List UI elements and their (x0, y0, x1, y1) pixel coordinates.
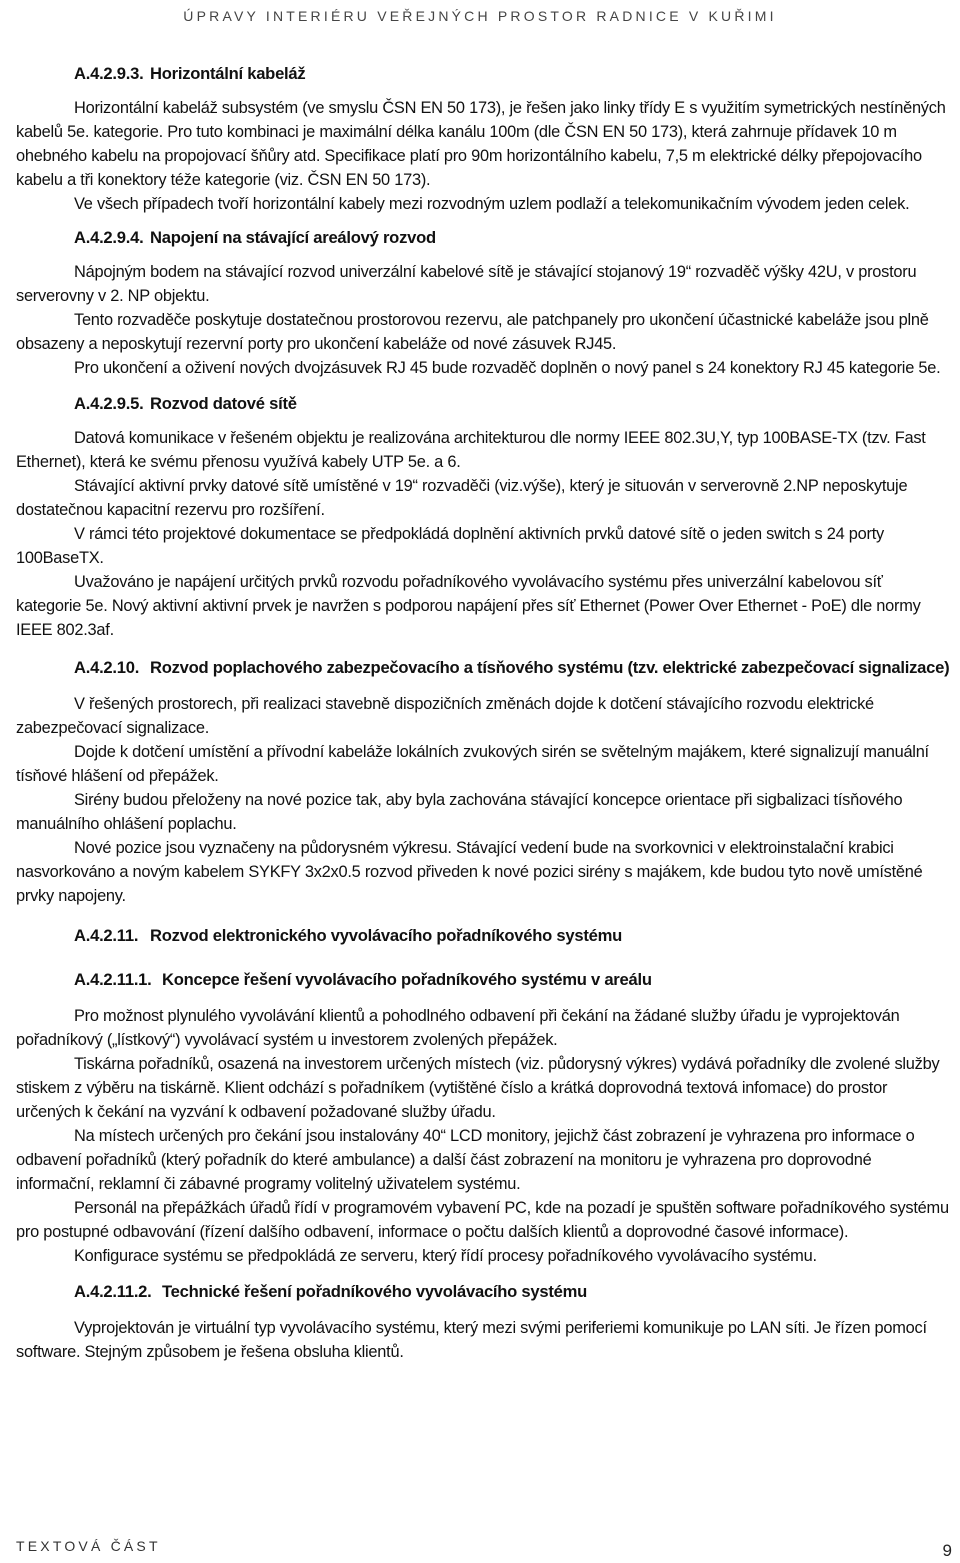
section-heading (16, 968, 950, 992)
section-title: Horizontální kabeláž (150, 64, 306, 83)
section-title: Rozvod elektronického vyvolávacího pořadníkového systému (150, 926, 622, 945)
section-title: Koncepce řešení vyvolávacího pořadníkového systému v areálu (162, 970, 652, 989)
paragraph: Personál na přepážkách úřadů řídí v programovém vybavení PC, kde na pozadí je spuštěn software pořadníkového systému pro postupné odbavování (řízení dalšího odbavení, informace o počtu dalších klientů a doprovodné časové informace). (16, 1199, 949, 1241)
footer-label: TEXTOVÁ ČÁST (16, 1538, 161, 1554)
paragraph: Sirény budou přeloženy na nové pozice tak, aby byla zachována stávající koncepce orientace při sigbalizaci tísňového manuálního ohlášení poplachu. (16, 791, 903, 833)
section-number: A.4.2.9.5. (74, 394, 144, 413)
section-number: A.4.2.11.1. (74, 970, 152, 989)
paragraph: Nové pozice jsou vyznačeny na půdorysném výkresu. Stávající vedení bude na svorkovnici v elektroinstalační krabici nasvorkováno a novým kabelem SYKFY 3x2x0.5 rozvod přiveden k nové pozici sirény s majákem, kde budou tyto nově umístěné prvky napojeny. (16, 839, 923, 905)
paragraph: Dojde k dotčení umístění a přívodní kabeláže lokálních zvukových sirén se světelným majákem, které signalizují manuální tísňové hlášení od přepážek. (16, 743, 929, 785)
document-body (16, 62, 950, 1364)
section-title: Technické řešení pořadníkového vyvolávacího systému (162, 1282, 588, 1301)
paragraph: Uvažováno je napájení určitých prvků rozvodu pořadníkového vyvolávacího systému přes univerzální kabelovou síť kategorie 5e. Nový aktivní aktivní prvek je navržen s podporou napájení přes síť Ethernet (Power Over Ethernet - PoE) dle normy IEEE 802.3af. (16, 573, 921, 639)
paragraph: V řešených prostorech, při realizaci stavebně dispozičních změnách dojde k dotčení stávajícího rozvodu elektrické zabezpečovací signalizace. (16, 695, 874, 737)
section-heading (16, 1280, 950, 1304)
section-title: Napojení na stávající areálový rozvod (150, 228, 436, 247)
paragraph: V rámci této projektové dokumentace se předpokládá doplnění aktivních prvků datové sítě o jeden switch s 24 porty 100BaseTX. (16, 525, 884, 567)
paragraph: Pro ukončení a oživení nových dvojzásuvek RJ 45 bude rozvaděč doplněn o nový panel s 24 konektory RJ 45 kategorie 5e. (74, 359, 941, 377)
paragraph: Horizontální kabeláž subsystém (ve smyslu ČSN EN 50 173), je řešen jako linky třídy E s využitím symetrických nestíněných kabelů 5e. kategorie. Pro tuto kombinaci je maximální délka kanálu 100m (dle ČSN EN 50 173), která zahrnuje přídavek 10 m ohebného kabelu na propojovací šňůry atd. Specifikace platí pro 90m horizontálního kabelu, 7,5 m elektrické délky přepojovacího kabelu a tři konektory téže kategorie (viz. ČSN EN 50 173). (16, 99, 946, 189)
section-heading (16, 226, 950, 250)
section-title: Rozvod datové sítě (150, 394, 297, 413)
paragraph: Vyprojektován je virtuální typ vyvolávacího systému, který mezi svými periferiemi komunikuje po LAN síti. Je řízen pomocí software. Stejným způsobem je řešena obsluha klientů. (16, 1319, 927, 1361)
page-number: 9 (942, 1541, 952, 1560)
paragraph: Stávající aktivní prvky datové sítě umístěné v 19“ rozvaděči (viz.výše), který je situován v serverovně 2.NP neposkytuje dostatečnou kapacitní rezervu pro rozšíření. (16, 477, 908, 519)
section-number: A.4.2.11. (74, 926, 139, 945)
paragraph: Pro možnost plynulého vyvolávání klientů a pohodlného odbavení při čekání na žádané služby úřadu je vyprojektován pořadníkový („lístkový“) vyvolávací systém u investorem zvolených přepážek. (16, 1007, 900, 1049)
section-heading (16, 392, 950, 416)
section-number: A.4.2.9.4. (74, 228, 144, 247)
section-heading (16, 656, 950, 680)
paragraph: Tento rozvaděče poskytuje dostatečnou prostorovou rezervu, ale patchpanely pro ukončení účastnické kabeláže jsou plně obsazeny a neposkytují rezervní porty pro ukončení kabeláže od nové zásuvek RJ45. (16, 311, 929, 353)
paragraph: Ve všech případech tvoří horizontální kabely mezi rozvodným uzlem podlaží a telekomunikačním vývodem jeden celek. (74, 195, 910, 213)
running-header: ÚPRAVY INTERIÉRU VEŘEJNÝCH PROSTOR RADNICE V KUŘIMI (183, 8, 777, 24)
paragraph: Na místech určených pro čekání jsou instalovány 40“ LCD monitory, jejichž část zobrazení je vyhrazena pro informace o odbavení pořadníků (který pořadník do které ambulance) a další část zobrazení na monitoru je vyhrazena pro doprovodné informační, reklamní či zábavné programy volitelný uživatelem systému. (16, 1127, 915, 1193)
paragraph: Konfigurace systému se předpokládá ze serveru, který řídí procesy pořadníkového vyvolávacího systému. (74, 1247, 817, 1265)
section-heading (16, 924, 950, 948)
section-heading (16, 62, 950, 86)
section-title: Rozvod poplachového zabezpečovacího a tísňového systému (tzv. elektrické zabezpečovací signalizace) (150, 658, 950, 677)
paragraph: Datová komunikace v řešeném objektu je realizována architekturou dle normy IEEE 802.3U,Y, typ 100BASE-TX (tzv. Fast Ethernet), která ke svému přenosu využívá kabely UTP 5e. a 6. (16, 429, 926, 471)
section-number: A.4.2.9.3. (74, 64, 144, 83)
paragraph: Tiskárna pořadníků, osazená na investorem určených místech (viz. půdorysný výkres) vydává pořadníky dle zvolené služby stiskem z výběru na tiskárně. Klient odchází s pořadníkem (vytištěné číslo a krátká doprovodná textová infomace) do prostor určených k čekání na vyzvání k odbavení požadované služby úřadu. (16, 1055, 940, 1121)
section-number: A.4.2.10. (74, 658, 140, 677)
paragraph: Nápojným bodem na stávající rozvod univerzální kabelové sítě je stávající stojanový 19“ rozvaděč výšky 42U, v prostoru serverovny v 2. NP objektu. (16, 263, 917, 305)
section-number: A.4.2.11.2. (74, 1282, 152, 1301)
